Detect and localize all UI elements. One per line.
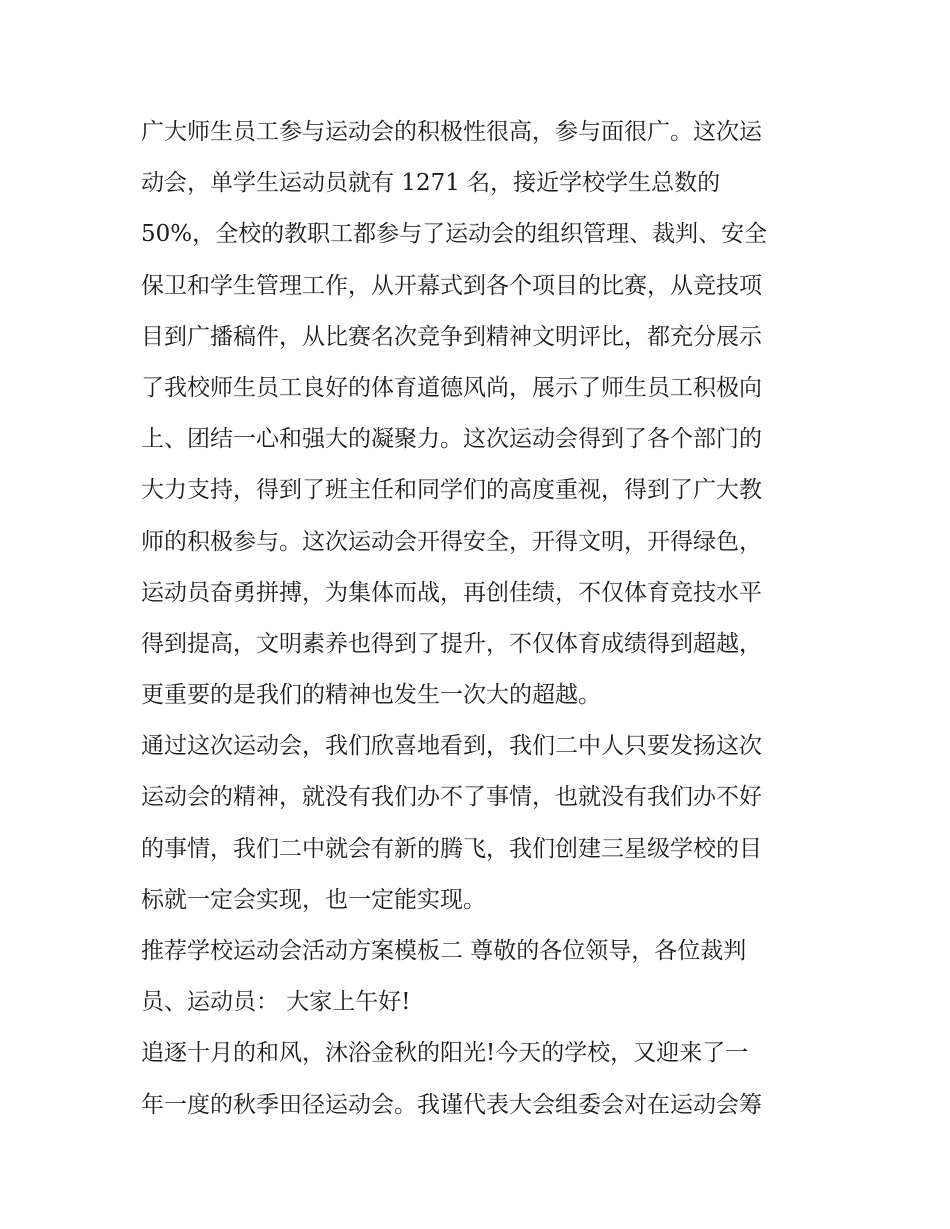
text-line: 50%，全校的教职工都参与了运动会的组织管理、裁判、安全 — [141, 221, 768, 248]
text-line: 通过这次运动会，我们欣喜地看到，我们二中人只要发扬这次 — [141, 733, 762, 760]
text-line: 师的积极参与。这次运动会开得安全，开得文明，开得绿色， — [141, 528, 762, 555]
text-line: 推荐学校运动会活动方案模板二 尊敬的各位领导，各位裁判 — [141, 938, 747, 964]
text-line: 动会，单学生运动员就有 1271 名，接近学校学生总数的 — [141, 170, 721, 197]
text-line: 追逐十月的和风，沐浴金秋的阳光!今天的学校，又迎来了一 — [141, 1040, 749, 1067]
text-line: 的事情，我们二中就会有新的腾飞，我们创建三星级学校的目 — [141, 835, 762, 862]
body-text — [141, 107, 821, 1131]
text-line: 运动会的精神，就没有我们办不了事情，也就没有我们办不好 — [141, 784, 762, 811]
text-line: 上、团结一心和强大的凝聚力。这次运动会得到了各个部门的 — [141, 426, 762, 453]
text-line: 更重要的是我们的精神也发生一次大的超越。 — [141, 682, 601, 709]
text-line: 保卫和学生管理工作，从开幕式到各个项目的比赛，从竞技项 — [141, 272, 762, 299]
text-line: 标就一定会实现，也一定能实现。 — [141, 886, 486, 913]
text-line: 运动员奋勇拼搏，为集体而战，再创佳绩，不仅体育竞技水平 — [141, 579, 762, 606]
text-line: 目到广播稿件，从比赛名次竞争到精神文明评比，都充分展示 — [141, 323, 762, 350]
text-line: 员、运动员： 大家上午好! — [141, 989, 411, 1016]
text-line: 得到提高，文明素养也得到了提升，不仅体育成绩得到超越， — [141, 630, 762, 657]
text-line: 了我校师生员工良好的体育道德风尚，展示了师生员工积极向 — [141, 374, 762, 401]
text-line: 大力支持，得到了班主任和同学们的高度重视，得到了广大教 — [141, 477, 762, 504]
text-line: 广大师生员工参与运动会的积极性很高，参与面很广。这次运 — [141, 119, 762, 145]
text-line: 年一度的秋季田径运动会。我谨代表大会组委会对在运动会筹 — [141, 1091, 762, 1118]
